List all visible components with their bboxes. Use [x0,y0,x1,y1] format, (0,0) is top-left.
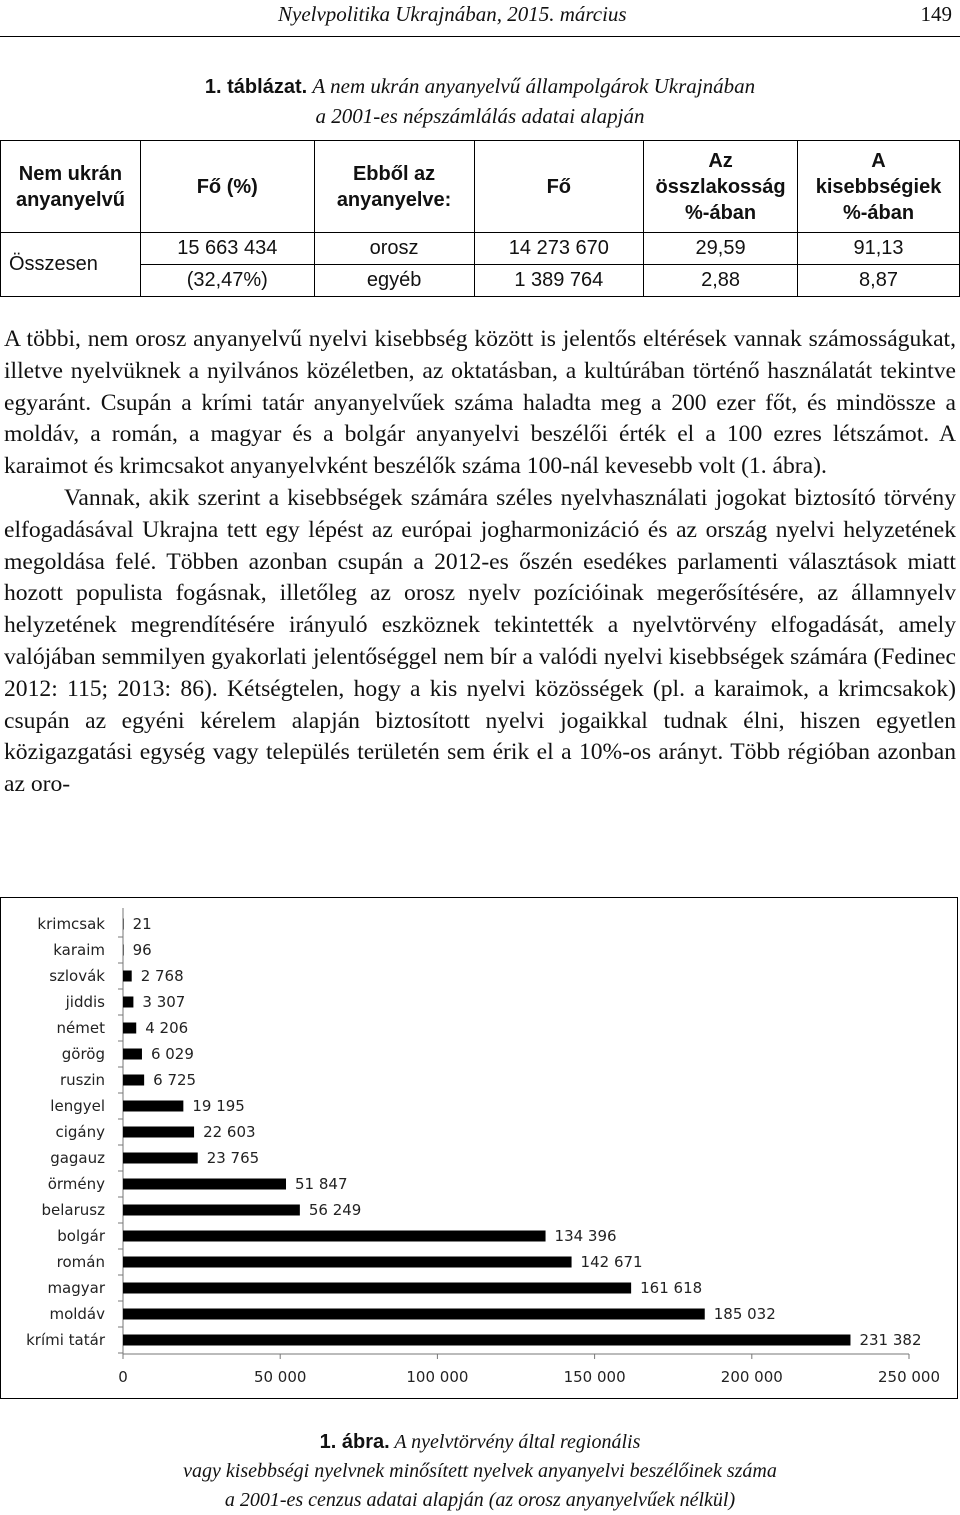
bar [123,971,132,982]
header-pct-population: Az összlakosság %-ában [644,141,798,233]
data-label: 56 249 [308,1201,362,1219]
bar [123,1127,194,1138]
cell-pct-population: 29,59 [644,233,798,265]
table-caption [0,72,960,131]
bar [123,1335,850,1346]
data-label: 6 029 [150,1045,194,1063]
paragraph: Vannak, akik szerint a kisebbségek számára széles nyelvhasználati jogokat biztosító törvény elfogadásával Ukrajna tett egy lépést az európai jogharmonizáció és az ország nyelvi helyzetének megoldása felé. Többen azonban csupán a 2012-es őszén esedékes parlamenti választások miatt hozott populista fogásnak, illetőleg az orosz nyelv pozícióinak megerősítésére, az államnyelv helyzetének megrendítésére irányuló eszköznek tekintették a nyelvtörvény elfogadását, amely valójában semmilyen gyakorlati jelentőséggel nem bír a valódi nyelvi kisebbségek számára (Fedinec 2012: 115; 2013: 86). Kétségtelen, hogy a kis nyelvi közösségek (pl. a karaimok, a krimcsakok) csupán az egyéni kérelem alapján biztosított nyelvi jogaikkal tudnak élni, hiszen egyetlen közigazgatási egység vagy település területén sem érik el a 10%-os arányt. Több régióban azonban az oro- [4,484,956,798]
figure-title-line1: A nyelvtörvény által regionális [394,1431,641,1453]
bar [123,1283,631,1294]
data-label: 142 671 [580,1253,643,1271]
category-label: magyar [47,1279,105,1297]
cell-pct-minorities: 8,87 [798,265,960,297]
category-label: bolgár [57,1227,105,1245]
body-text [4,324,956,801]
cell-pct-population: 2,88 [644,265,798,297]
table-label: 1. táblázat. [204,76,308,98]
header-persons: Fő [474,141,644,233]
chart-svg [1,898,957,1398]
data-label: 51 847 [295,1175,348,1193]
category-label: krími tatár [26,1331,105,1349]
data-label: 231 382 [859,1331,922,1349]
cell-language: egyéb [314,265,474,297]
bar [123,1179,286,1190]
paragraph: A többi, nem orosz anyanyelvű nyelvi kisebbség között is jelentős eltérések vannak számosságukat, illetve nyelvüknek a nyilvános közéletben, az oktatásban, a kultúrában történő használatát tekintve egyaránt. Csupán a krími tatár anyanyelvűek száma haladta meg a 200 ezer főt, és mindössze a moldáv, a román, a magyar és a bolgár anyanyelvi beszélői érték el a 100 ezres létszámot. A karaimot és krimcsakot anyanyelvként beszélők száma 100-nál kevesebb volt (1. ábra). [4,326,956,480]
data-label: 3 307 [142,993,186,1011]
category-label: karaim [53,941,105,959]
bar [123,1205,300,1216]
bar [123,997,133,1008]
x-tick-label: 250 000 [877,1368,941,1386]
cell-persons: 1 389 764 [474,265,644,297]
bar [123,1023,136,1034]
page-number: 149 [920,2,952,26]
category-label: jiddis [65,993,105,1011]
table-row [1,233,960,265]
x-tick-label: 0 [118,1368,128,1386]
data-label: 23 765 [206,1149,260,1167]
data-label: 96 [132,941,152,959]
bar [123,945,124,956]
page-header [0,0,960,37]
cell-total: (32,47%) [140,265,314,297]
category-label: krimcsak [37,915,105,933]
header-persons-pct: Fő (%) [140,141,314,233]
x-tick-label: 50 000 [253,1368,307,1386]
data-label: 4 206 [145,1019,189,1037]
figure-title-line3: a 2001-es cenzus adatai alapján (az orosz anyanyelvűek nélkül) [224,1489,736,1511]
cell-total: 15 663 434 [140,233,314,265]
category-label: örmény [47,1175,105,1193]
bar [123,1309,705,1320]
category-label: moldáv [49,1305,105,1323]
cell-persons: 14 273 670 [474,233,644,265]
category-label: cigány [55,1123,105,1141]
bar [123,1101,183,1112]
cell-pct-minorities: 91,13 [798,233,960,265]
header-non-ukrainian: Nem ukrán anyanyelvű [1,141,141,233]
minority-table [0,140,960,297]
table-title-line2: a 2001-es népszámlálás adatai alapján [315,104,645,128]
table-title-line1: A nem ukrán anyanyelvű állampolgárok Ukrajnában [312,74,756,98]
x-tick-label: 100 000 [406,1368,469,1386]
data-label: 6 725 [153,1071,197,1089]
figure-title-line2: vagy kisebbségi nyelvnek minősített nyelvek anyanyelvi beszélőinek száma [183,1460,777,1482]
bar [123,1153,198,1164]
bar [123,919,124,930]
category-label: szlovák [49,967,105,985]
data-label: 2 768 [140,967,184,985]
category-label: román [56,1253,105,1271]
figure-label: 1. ábra. [319,1431,390,1453]
category-label: görög [61,1045,105,1063]
x-tick-label: 200 000 [720,1368,783,1386]
x-tick-label: 150 000 [563,1368,626,1386]
data-label: 19 195 [192,1097,245,1115]
header-pct-minorities: A kisebbségiek %-ában [798,141,960,233]
cell-language: orosz [314,233,474,265]
row-label-total: Összesen [1,233,141,297]
bar [123,1231,546,1242]
bar [123,1049,142,1060]
data-label: 134 396 [554,1227,617,1245]
data-label: 22 603 [203,1123,256,1141]
table-row [1,265,960,297]
figure-caption [0,1428,960,1515]
category-label: belarusz [41,1201,105,1219]
category-label: lengyel [50,1097,105,1115]
data-label: 21 [132,915,152,933]
category-label: gagauz [50,1149,105,1167]
bar [123,1075,144,1086]
bar [123,1257,572,1268]
category-label: német [56,1019,105,1037]
data-label: 185 032 [713,1305,776,1323]
table-header-row [1,141,960,233]
running-title: Nyelvpolitika Ukrajnában, 2015. március [278,2,627,26]
category-label: ruszin [59,1071,105,1089]
header-of-which: Ebből az anyanyelve: [314,141,474,233]
data-label: 161 618 [640,1279,703,1297]
bar-chart [0,897,958,1399]
